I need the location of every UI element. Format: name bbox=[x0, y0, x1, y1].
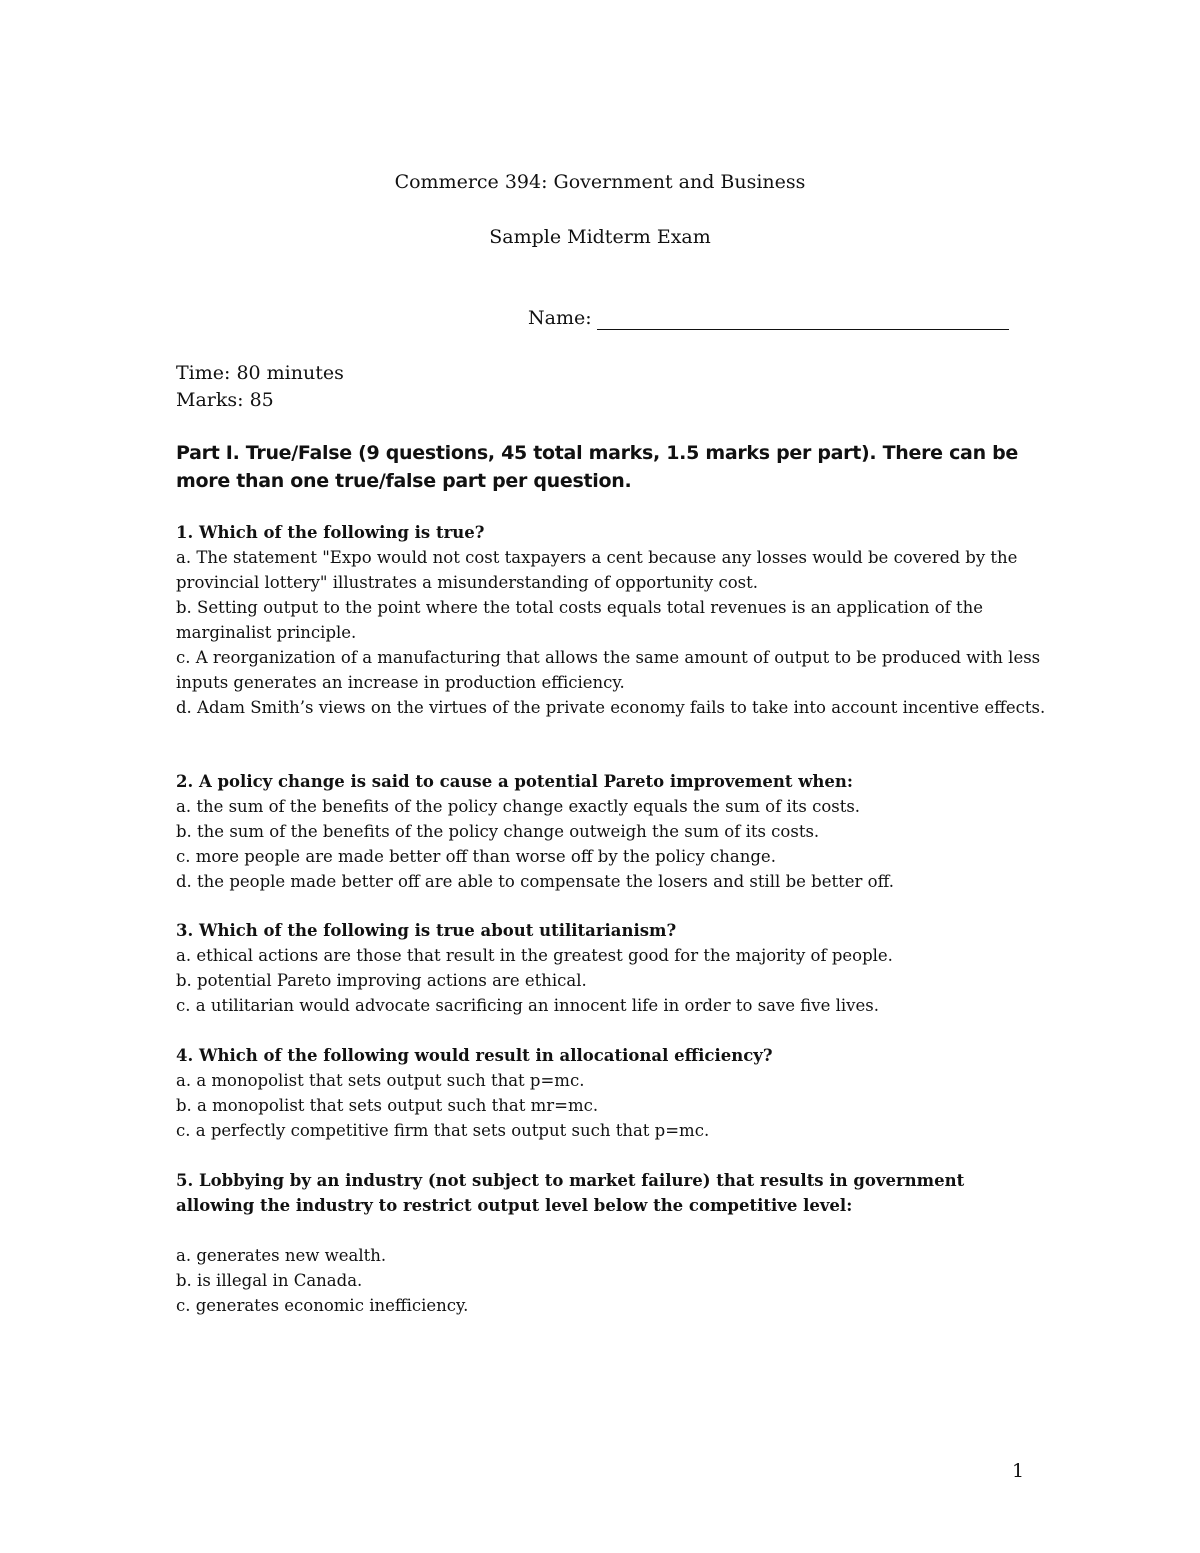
answer-option: b. the sum of the benefits of the policy change outweigh the sum of its costs. bbox=[176, 822, 820, 841]
answer-option: b. potential Pareto improving actions are ethical. bbox=[176, 971, 587, 990]
answer-option: a. ethical actions are those that result in the greatest good for the majority of people. bbox=[176, 946, 893, 965]
question-3 bbox=[176, 918, 1046, 1018]
name-blank-line bbox=[597, 309, 1009, 330]
answer-option: c. a utilitarian would advocate sacrificing an innocent life in order to save five lives. bbox=[176, 996, 879, 1015]
answer-option: c. more people are made better off than worse off by the policy change. bbox=[176, 847, 776, 866]
time-info: Time: 80 minutes bbox=[176, 362, 344, 384]
course-title: Commerce 394: Government and Business bbox=[394, 171, 806, 193]
answer-option: a. the sum of the benefits of the policy change exactly equals the sum of its costs. bbox=[176, 797, 861, 816]
question-stem: 3. Which of the following is true about utilitarianism? bbox=[176, 921, 677, 940]
answer-option: c. A reorganization of a manufacturing that allows the same amount of output to be produced with less inputs generates an increase in production efficiency. bbox=[176, 648, 1041, 692]
answer-option: d. the people made better off are able to compensate the losers and still be better off. bbox=[176, 872, 894, 891]
question-stem: 4. Which of the following would result in allocational efficiency? bbox=[176, 1046, 773, 1065]
part-one-heading: Part I. True/False (9 questions, 45 total marks, 1.5 marks per part). There can be more than one true/false part per question. bbox=[176, 442, 1018, 492]
exam-subtitle: Sample Midterm Exam bbox=[489, 226, 711, 248]
question-stem: 1. Which of the following is true? bbox=[176, 523, 485, 542]
answer-option: b. is illegal in Canada. bbox=[176, 1271, 363, 1290]
marks-info: Marks: 85 bbox=[176, 389, 274, 411]
question-stem: 2. A policy change is said to cause a potential Pareto improvement when: bbox=[176, 772, 854, 791]
answer-option: c. generates economic inefficiency. bbox=[176, 1296, 469, 1315]
question-4 bbox=[176, 1043, 1046, 1143]
answer-option: a. The statement "Expo would not cost taxpayers a cent because any losses would be covered by the provincial lottery" illustrates a misunderstanding of opportunity cost. bbox=[176, 548, 1018, 592]
question-2 bbox=[176, 769, 1046, 894]
question-stem: 5. Lobbying by an industry (not subject to market failure) that results in government allowing the industry to restrict output level below the competitive level: bbox=[176, 1171, 965, 1215]
answer-option: d. Adam Smith’s views on the virtues of the private economy fails to take into account incentive effects. bbox=[176, 698, 1046, 717]
page-number: 1 bbox=[1012, 1460, 1025, 1482]
question-1 bbox=[176, 520, 1046, 720]
question-5 bbox=[176, 1168, 1046, 1318]
answer-option: a. generates new wealth. bbox=[176, 1246, 387, 1265]
answer-option: b. Setting output to the point where the total costs equals total revenues is an application of the marginalist principle. bbox=[176, 598, 984, 642]
name-field-row bbox=[528, 306, 1009, 330]
answer-option: c. a perfectly competitive firm that sets output such that p=mc. bbox=[176, 1121, 710, 1140]
answer-option: b. a monopolist that sets output such that mr=mc. bbox=[176, 1096, 599, 1115]
answer-option: a. a monopolist that sets output such that p=mc. bbox=[176, 1071, 585, 1090]
name-label: Name: bbox=[528, 307, 592, 329]
